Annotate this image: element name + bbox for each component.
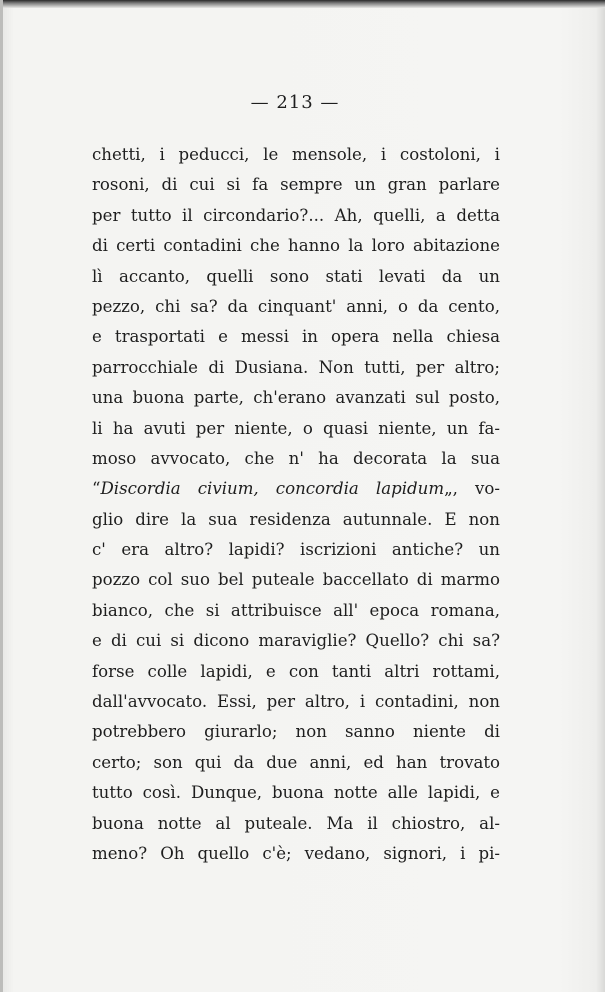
text-line-12	[92, 474, 500, 504]
text-line-1: chetti, i peducci, le mensole, i costoloni, i	[92, 145, 500, 164]
text-line-16: bianco, che si attribuisce all' epoca romana,	[92, 600, 500, 620]
page-number-header: — 213 —	[250, 92, 340, 113]
page-left-edge	[0, 0, 3, 992]
text-line-7: e trasportati e messi in opera nella chiesa	[92, 327, 500, 347]
line-12-tail: „, vo-	[444, 479, 500, 499]
text-line-22: tutto così. Dunque, buona notte alle lapidi, e	[92, 783, 500, 803]
text-line-24: meno? Oh quello c'è; vedano, signori, i pi-	[92, 843, 500, 863]
text-line-9: una buona parte, ch'erano avanzati sul posto,	[92, 388, 500, 408]
text-line-4: di certi contadini che hanno la loro abitazione	[92, 236, 500, 256]
text-line-19: dall'avvocato. Essi, per altro, i contadini, non	[92, 692, 500, 712]
text-line-14: c' era altro? lapidi? iscrizioni antiche? un	[92, 540, 500, 560]
open-quote: “	[92, 479, 101, 499]
text-line-3: per tutto il circondario?... Ah, quelli, a detta	[92, 205, 500, 225]
latin-motto: Discordia civium, concordia lapidum	[100, 479, 445, 499]
body-text	[92, 140, 500, 869]
text-line-15: pozzo col suo bel puteale baccellato di marmo	[92, 570, 500, 590]
text-line-17: e di cui si dicono maraviglie? Quello? chi sa?	[92, 631, 500, 651]
text-line-11: moso avvocato, che n' ha decorata la sua	[92, 448, 500, 468]
text-line-18: forse colle lapidi, e con tanti altri rottami,	[92, 661, 500, 681]
text-line-2: rosoni, di cui si fa sempre un gran parlare	[92, 175, 500, 195]
text-line-10: li ha avuti per niente, o quasi niente, un fa-	[92, 418, 500, 438]
text-line-6: pezzo, chi sa? da cinquant' anni, o da cento,	[92, 296, 500, 316]
text-line-8: parrocchiale di Dusiana. Non tutti, per altro;	[92, 357, 500, 377]
page-top-shadow	[0, 0, 605, 8]
text-line-21: certo; son qui da due anni, ed han trovato	[92, 752, 500, 772]
text-line-13: glio dire la sua residenza autunnale. E non	[92, 509, 500, 529]
text-line-5: lì accanto, quelli sono stati levati da un	[92, 266, 500, 286]
text-line-20: potrebbero giurarlo; non sanno niente di	[92, 722, 500, 742]
text-line-23: buona notte al puteale. Ma il chiostro, al-	[92, 813, 500, 833]
